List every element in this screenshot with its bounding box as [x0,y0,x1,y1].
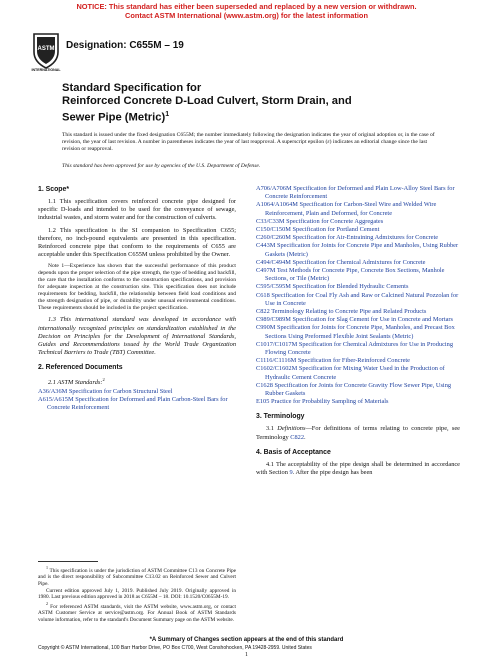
reference-title: Specification for Joints for Concrete Pipe, Manholes, and Precast Box Sections Using Preformed Flexible Joint Sealants (Metric) [265,324,455,340]
reference-item [38,388,236,396]
reference-item [256,398,460,406]
reference-item [256,242,460,258]
paragraph-4-1: 4.1 The acceptability of the pipe design shall be determined in accordance with Section 9. After the pipe design has been [256,460,460,477]
reference-code-link[interactable]: E105 [256,398,270,406]
title-line-2: Reinforced Concrete D-Load Culvert, Storm Drain, and [62,95,352,108]
reference-title: Specification for Carbon Structural Steel [67,387,173,395]
reference-list-right [256,185,460,406]
reference-code-link[interactable]: C990M [256,324,276,332]
title-line-1: Standard Specification for [62,82,202,94]
reference-code-link[interactable]: A36/A36M [38,387,68,395]
copyright: Copyright © ASTM International, 100 Barr Harbor Drive, PO Box C700, West Conshohocken, PA 19428-2959. United States [38,645,312,651]
reference-code-link[interactable]: C150/C150M [256,226,291,234]
paragraph-1-2: 1.2 This specification is the SI companion to Specification C655; therefore, no inch-pound equivalents are presented in this specification. Reinforced concrete pipe that conform to the requirements of C655 are acceptable under this Specification C655M unless prohibited by the Owner. [38,226,236,259]
reference-code-link[interactable]: C989/C989M [256,316,291,324]
reference-code-link[interactable]: C1116/C1116M [256,357,297,365]
reference-item [256,308,460,316]
reference-code-link[interactable]: C260/C260M [256,234,291,242]
reference-title: Specification for Coal Fly Ash and Raw or Calcined Natural Pozzolan for Use in Concrete [265,291,459,307]
reference-title: Test Methods for Concrete Pipe, Concrete Box Sections, Manhole Sections, or Tile (Metric) [265,267,445,283]
note-1: Note 1—Experience has shown that the successful performance of this product depends upon the proper selection of the pipe strength, the type of bedding and backfill, the care that the installation conforms to the construction specifications, and provision for adequate inspection at the construction site. This specification does not include requirements for bedding, backfill, the relationship between field load conditions and the strength designation of pipe, or durability under unusual environmental conditions. These requirements should be included in the project specification. [38,263,236,312]
reference-item [256,316,460,324]
footnote-divider [38,561,98,562]
reference-item [38,396,236,412]
reference-item [256,324,460,340]
reference-code-link[interactable]: C494/C494M [256,258,291,266]
reference-code-link[interactable]: C497M [256,267,276,275]
reference-code-link[interactable]: C1628 [256,381,273,389]
reference-item [256,201,460,217]
paragraph-1-1: 1.1 This specification covers reinforced concrete pipe designed for specific D-loads and intended to be used for the conveyance of sewage, industrial wastes, and storm water and for the construction of culverts. [38,198,236,222]
section-4-heading: 4. Basis of Acceptance [256,448,331,456]
footnotes [38,565,236,623]
paragraph-3-1: 3.1 Definitions—For definitions of terms relating to concrete pipe, see Terminology C822. [256,425,460,441]
section-3-heading: 3. Terminology [256,413,305,421]
summary-of-changes-note: *A Summary of Changes section appears at the end of this standard [149,637,344,643]
title-line-3: Sewer Pipe (Metric)$^1$ [62,111,170,125]
reference-code-link[interactable]: C33/C33M [256,217,285,225]
astm-logo-icon [30,28,62,72]
reference-item [256,357,460,365]
reference-title: Specification for Deformed and Plain Low-Alloy Steel Bars for Concrete Reinforcement [265,185,455,201]
link-section-9[interactable]: 9 [289,469,293,477]
reference-item [256,341,460,357]
footnote-1: $^1$ This specification is under the jurisdiction of ASTM Committee C13 on Concrete Pipe and is the direct responsibility of Subcommittee C13.02 on Reinforced Sewer and Culvert Pipe. [38,565,236,587]
reference-code-link[interactable]: A1064/A1064M [256,201,298,209]
reference-item [256,234,460,242]
section-2-heading: 2. Referenced Documents [38,364,123,372]
reference-title: Specification for Joints for Concrete Gravity Flow Sewer Pipe, Using Rubber Gaskets [265,381,452,398]
svg-text:ASTM: ASTM [37,46,55,52]
withdrawal-notice [0,2,493,20]
footnote-2: $^2$ For referenced ASTM standards, visit the ASTM website, www.astm.org, or contact ASTM Customer Service at service@astm.org. For Annual Book of ASTM Standards volume information, refer to the standard's Document Summary page on the ASTM website. [38,600,236,623]
reference-item [256,283,460,291]
reference-title: Specification for Concrete Aggregates [284,217,384,225]
document-title [62,82,442,125]
reference-title: Specification for Air-Entraining Admixtures for Concrete [290,234,439,242]
reference-title: Terminology Relating to Concrete Pipe and Related Products [269,308,427,316]
reference-title: Specification for Portland Cement [290,226,380,234]
reference-code-link[interactable]: C443M [256,242,276,250]
reference-title: Specification for Slag Cement for Use in Concrete and Mortars [290,316,453,324]
reference-title: Specification for Chemical Admixtures for Concrete [290,258,426,266]
reference-code-link[interactable]: C1602/C1602M [256,365,298,373]
reference-title: Specification for Blended Hydraulic Cements [290,283,409,291]
right-column [256,185,460,477]
astm-standards-label: 2.1 ASTM Standards:$^2$ [48,377,105,387]
link-c822[interactable]: C822 [290,433,305,441]
reference-item [256,267,460,283]
reference-title: Specification for Mixing Water Used in the Production of Hydraulic Cement Concrete [265,365,445,381]
page-number: 1 [245,652,248,658]
dod-approval-note: This standard has been approved for use by agencies of the U.S. Department of Defense. [62,163,261,169]
notice-line-2: Contact ASTM International (www.astm.org) for the latest information [125,11,368,20]
reference-code-link[interactable]: A706/A706M [256,185,292,192]
reference-code-link[interactable]: C618 [256,291,270,299]
reference-code-link[interactable]: C1017/C1017M [256,340,298,348]
reference-item [256,382,460,398]
reference-item [256,185,460,201]
reference-item [256,292,460,308]
paragraph-1-3: 1.3 This international standard was developed in accordance with internationally recognized principles on standardization established in the Decision on Principles for the Development of International Standards, Guides and Recommendations issued by the World Trade Organization Technical Barriers to Trade (TBT) Committee. [38,316,236,357]
reference-code-link[interactable]: C595/C595M [256,283,291,291]
section-1-heading: 1. Scope* [38,186,70,193]
reference-code-link[interactable]: A615/A615M [38,395,74,403]
reference-title: Specification for Carbon-Steel Wire and Welded Wire Reinforcement, Plain and Deformed, for Concrete [265,201,437,217]
reference-title: Specification for Fiber-Reinforced Concrete [296,357,410,365]
reference-code-link[interactable]: C822 [256,308,270,316]
reference-item [256,226,460,234]
reference-title: Specification for Chemical Admixtures for Use in Producing Flowing Concrete [265,340,453,357]
reference-title: Specification for Joints for Concrete Pipe and Manholes, Using Rubber Gaskets (Metric) [265,242,459,258]
reference-title: Specification for Deformed and Plain Carbon-Steel Bars for Concrete Reinforcement [47,395,228,412]
reference-item [256,365,460,381]
left-column [38,185,236,412]
issued-note: This standard is issued under the fixed designation C655M; the number immediately following the designation indicates the year of original adoption or, in the case of revision, the year of last revision. A number in parentheses indicates the year of last reapproval. A superscript epsilon (ε) indicates an editorial change since the last revision or reapproval. [62,132,435,153]
footnote-1b: Current edition approved July 1, 2019. Published July 2019. Originally approved in 1980. Last previous edition approved in 2018 as C655M – 18. DOI: 10.1520/C0655M-19. [38,587,236,601]
reference-list-left [38,388,236,413]
notice-line-1: NOTICE: This standard has either been superseded and replaced by a new version or withdrawn. [76,2,417,11]
reference-item [256,259,460,267]
reference-title: Practice for Probability Sampling of Materials [269,398,389,406]
logo-subtext: INTERNATIONAL [31,68,61,72]
astm-logo [30,28,62,72]
reference-item [256,218,460,226]
designation: Designation: C655M – 19 [66,40,184,51]
